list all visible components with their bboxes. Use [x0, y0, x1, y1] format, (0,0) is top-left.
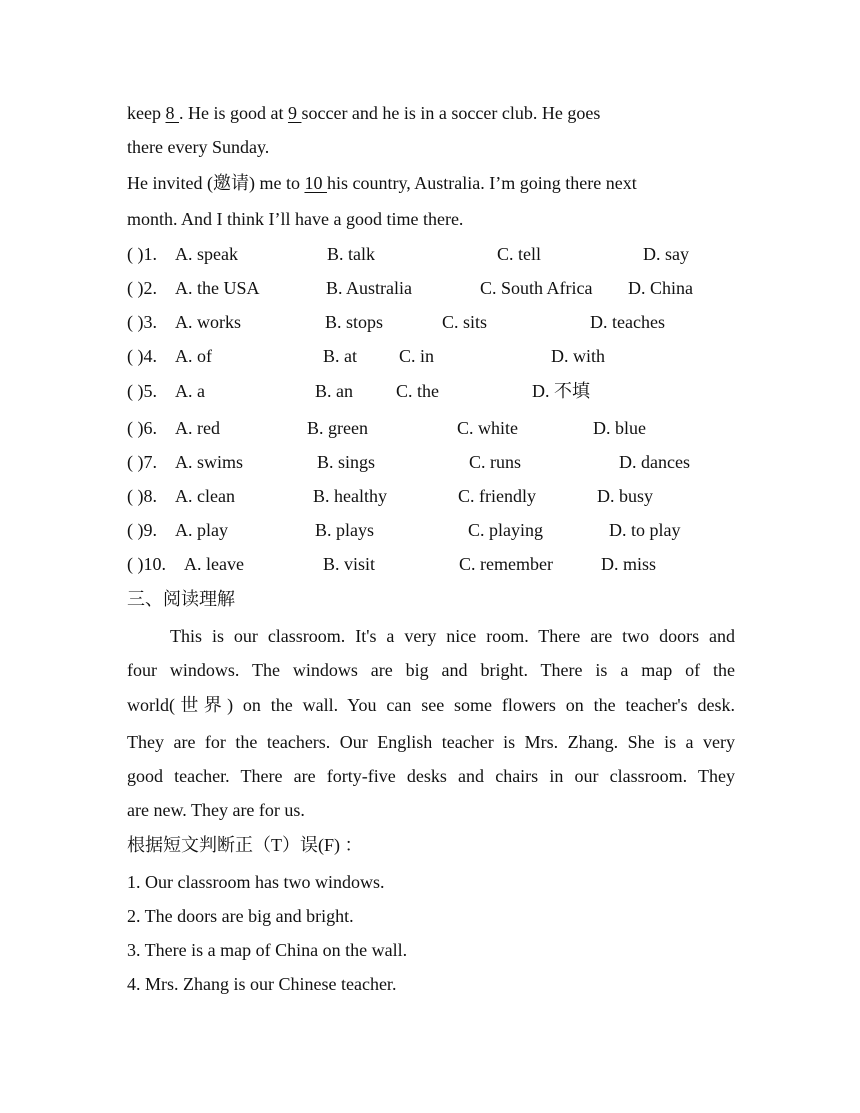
question-number: ( )10. [127, 554, 166, 574]
tf-item: 4. Mrs. Zhang is our Chinese teacher. [127, 974, 397, 994]
question-number: ( )8. [127, 486, 157, 506]
option-c: C. white [457, 418, 518, 438]
cloze-line-1 [127, 102, 600, 124]
option-d: D. say [643, 244, 689, 264]
option-c: C. friendly [458, 486, 536, 506]
cloze-text: keep [127, 103, 166, 123]
option-b: B. an [315, 381, 353, 401]
passage-line: are new. They are for us. [127, 800, 305, 820]
option-c: C. playing [468, 520, 543, 540]
option-d: D. teaches [590, 312, 665, 332]
blank-10: 10 [304, 173, 327, 193]
option-a: A. red [175, 418, 220, 438]
blank-8: 8 [165, 103, 179, 123]
option-b: B. at [323, 346, 357, 366]
option-d: D. dances [619, 452, 690, 472]
section-title: 三、阅读理解 [127, 589, 235, 609]
option-b: B. talk [327, 244, 375, 264]
tf-instruction: 根据短文判断正（T）误(F) ： [127, 835, 363, 855]
tf-item: 2. The doors are big and bright. [127, 906, 354, 926]
option-b: B. healthy [313, 486, 387, 506]
option-b: B. green [307, 418, 368, 438]
option-d: D. 不填 [532, 381, 590, 401]
option-c: C. sits [442, 312, 488, 332]
option-a: A. swims [175, 452, 244, 472]
cloze-text: his country, Australia. I’m going there next [326, 173, 637, 193]
question-number: ( )1. [127, 244, 157, 264]
option-a: A. leave [184, 554, 244, 574]
question-number: ( )3. [127, 312, 157, 332]
cloze-text: soccer and he is in a soccer club. He goes [301, 103, 601, 123]
cloze-line-4: month. And I think I’ll have a good time there. [127, 209, 464, 229]
option-a: A. a [175, 381, 205, 401]
option-a: A. play [175, 520, 228, 540]
option-c: C. runs [469, 452, 522, 472]
option-d: D. blue [593, 418, 646, 438]
blank-9: 9 [287, 103, 302, 123]
question-number: ( )9. [127, 520, 157, 540]
cloze-line-3 [127, 172, 637, 194]
option-a: A. works [175, 312, 241, 332]
cloze-text: He invited (邀请) me to [127, 173, 305, 193]
option-d: D. with [551, 346, 605, 366]
option-a: A. of [175, 346, 212, 366]
option-b: B. plays [315, 520, 375, 540]
option-c: C. in [399, 346, 435, 366]
option-c: C. the [396, 381, 439, 401]
question-number: ( )5. [127, 381, 157, 401]
option-c: C. South Africa [480, 278, 593, 298]
option-a: A. speak [175, 244, 238, 264]
question-number: ( )7. [127, 452, 157, 472]
passage-line: This is our classroom. It's a very nice room. There are two doors and [170, 626, 735, 646]
option-a: A. the USA [175, 278, 260, 298]
option-b: B. stops [325, 312, 384, 332]
passage-line: good teacher. There are forty-five desks and chairs in our classroom. They [127, 766, 735, 786]
option-b: B. Australia [326, 278, 412, 298]
tf-item: 3. There is a map of China on the wall. [127, 940, 408, 960]
cloze-line-2: there every Sunday. [127, 137, 270, 157]
option-c: C. remember [459, 554, 553, 574]
option-b: B. sings [317, 452, 376, 472]
option-c: C. tell [497, 244, 541, 264]
question-number: ( )4. [127, 346, 157, 366]
option-d: D. busy [597, 486, 654, 506]
option-d: D. China [628, 278, 693, 298]
tf-item: 1. Our classroom has two windows. [127, 872, 385, 892]
option-b: B. visit [323, 554, 376, 574]
passage-line: world(世界) on the wall. You can see some flowers on the teacher's desk. [127, 695, 735, 715]
question-number: ( )2. [127, 278, 157, 298]
passage-line: four windows. The windows are big and bright. There is a map of the [127, 660, 735, 680]
option-d: D. to play [609, 520, 681, 540]
option-a: A. clean [175, 486, 235, 506]
question-number: ( )6. [127, 418, 157, 438]
cloze-text: . He is good at [178, 103, 288, 123]
passage-line: They are for the teachers. Our English teacher is Mrs. Zhang. She is a very [127, 732, 735, 752]
option-d: D. miss [601, 554, 657, 574]
